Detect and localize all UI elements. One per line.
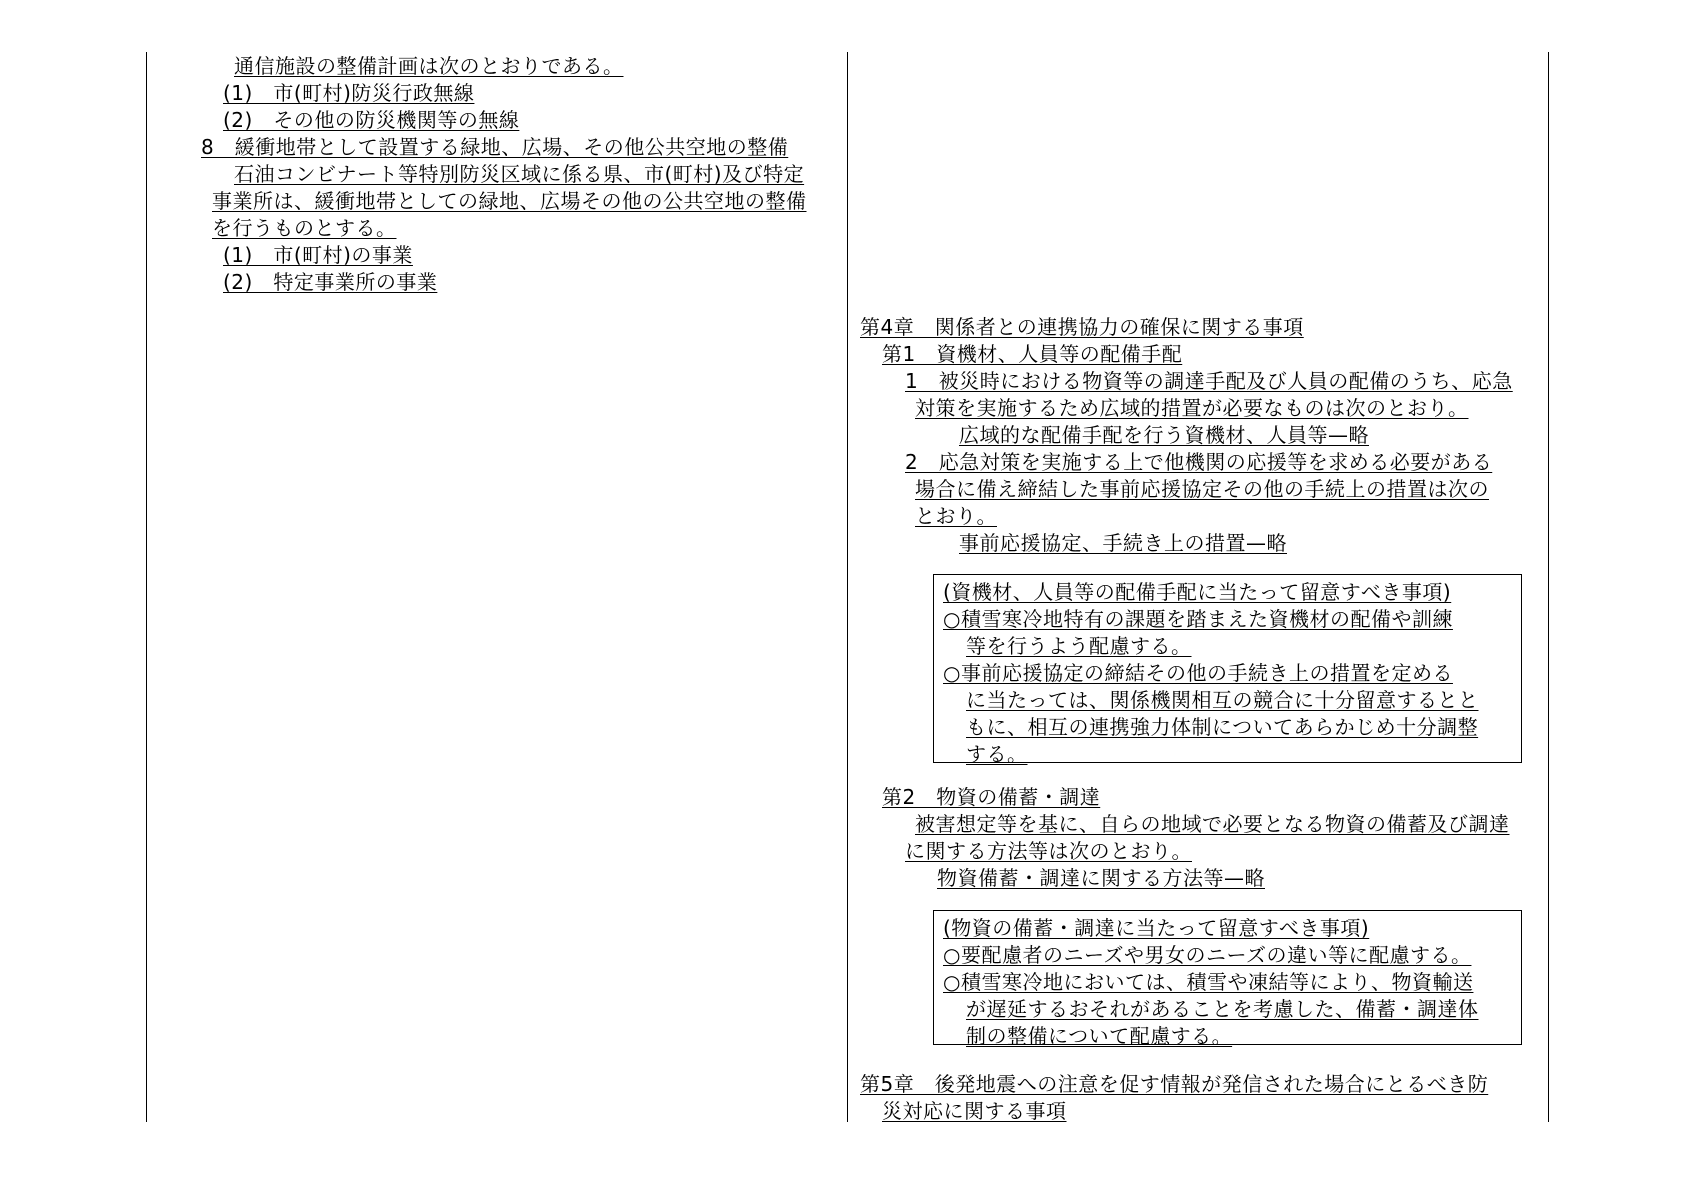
section1-box-line-2: ○積雪寒冷地特有の課題を踏まえた資機材の配備や訓練 <box>943 607 1453 631</box>
section2-box-line-2: ○要配慮者のニーズや男女のニーズの違い等に配慮する。 <box>943 943 1472 967</box>
center-divider-rule <box>847 52 848 1122</box>
item2-line1: 2 応急対策を実施する上で他機関の応援等を求める必要がある <box>905 450 1493 474</box>
section1-box-heading: (資機材、人員等の配備手配に当たって留意すべき事項) <box>943 580 1452 604</box>
right-margin-rule <box>1548 52 1549 1122</box>
item1-note: 広域的な配備手配を行う資機材、人員等—略 <box>959 423 1369 447</box>
chapter4-title: 第4章 関係者との連携協力の確保に関する事項 <box>860 315 1304 339</box>
left-line-2: (1) 市(町村)防災行政無線 <box>223 81 475 105</box>
section2-line2: に関する方法等は次のとおり。 <box>905 839 1192 863</box>
section2-line1: 被害想定等を基に、自らの地域で必要となる物資の備蓄及び調達 <box>915 812 1510 836</box>
section1-box-line-7: する。 <box>966 742 1028 766</box>
item1-line1: 1 被災時における物資等の調達手配及び人員の配備のうち、応急 <box>905 369 1513 393</box>
left-line-3: (2) その他の防災機関等の無線 <box>223 108 520 132</box>
section1-box-line-4: ○事前応援協定の締結その他の手続き上の措置を定める <box>943 661 1453 685</box>
left-line-7: を行うものとする。 <box>212 216 397 240</box>
left-line-8: (1) 市(町村)の事業 <box>223 243 413 267</box>
chapter5-title-line2: 災対応に関する事項 <box>882 1099 1067 1123</box>
section1-box-line-5: に当たっては、関係機関相互の競合に十分留意するとと <box>966 688 1479 712</box>
item2-line3: とおり。 <box>915 504 997 528</box>
section2-note: 物資備蓄・調達に関する方法等—略 <box>937 866 1265 890</box>
left-line-9: (2) 特定事業所の事業 <box>223 270 438 294</box>
item2-line2: 場合に備え締結した事前応援協定その他の手続上の措置は次の <box>915 477 1489 501</box>
section2-box-heading: (物資の備蓄・調達に当たって留意すべき事項) <box>943 916 1370 940</box>
item1-line2: 対策を実施するため広域的措置が必要なものは次のとおり。 <box>915 396 1469 420</box>
left-line-5: 石油コンビナート等特別防災区域に係る県、市(町村)及び特定 <box>234 162 805 186</box>
section1-box-line-6: もに、相互の連携強力体制についてあらかじめ十分調整 <box>966 715 1479 739</box>
section1-box-line-3: 等を行うよう配慮する。 <box>966 634 1192 658</box>
section2-box-line-5: 制の整備について配慮する。 <box>966 1024 1233 1048</box>
section2-title: 第2 物資の備蓄・調達 <box>882 785 1101 809</box>
item2-note: 事前応援協定、手続き上の措置—略 <box>959 531 1287 555</box>
left-line-1: 通信施設の整備計画は次のとおりである。 <box>234 54 624 78</box>
section2-box-line-4: が遅延するおそれがあることを考慮した、備蓄・調達体 <box>966 997 1479 1021</box>
section1-title: 第1 資機材、人員等の配備手配 <box>882 342 1183 366</box>
left-line-6: 事業所は、緩衝地帯としての緑地、広場その他の公共空地の整備 <box>212 189 807 213</box>
left-margin-rule <box>146 52 147 1122</box>
left-heading-8: 8 緩衝地帯として設置する緑地、広場、その他公共空地の整備 <box>201 135 789 159</box>
section2-box-line-3: ○積雪寒冷地においては、積雪や凍結等により、物資輸送 <box>943 970 1474 994</box>
chapter5-title-line1: 第5章 後発地震への注意を促す情報が発信された場合にとるべき防 <box>860 1072 1489 1096</box>
